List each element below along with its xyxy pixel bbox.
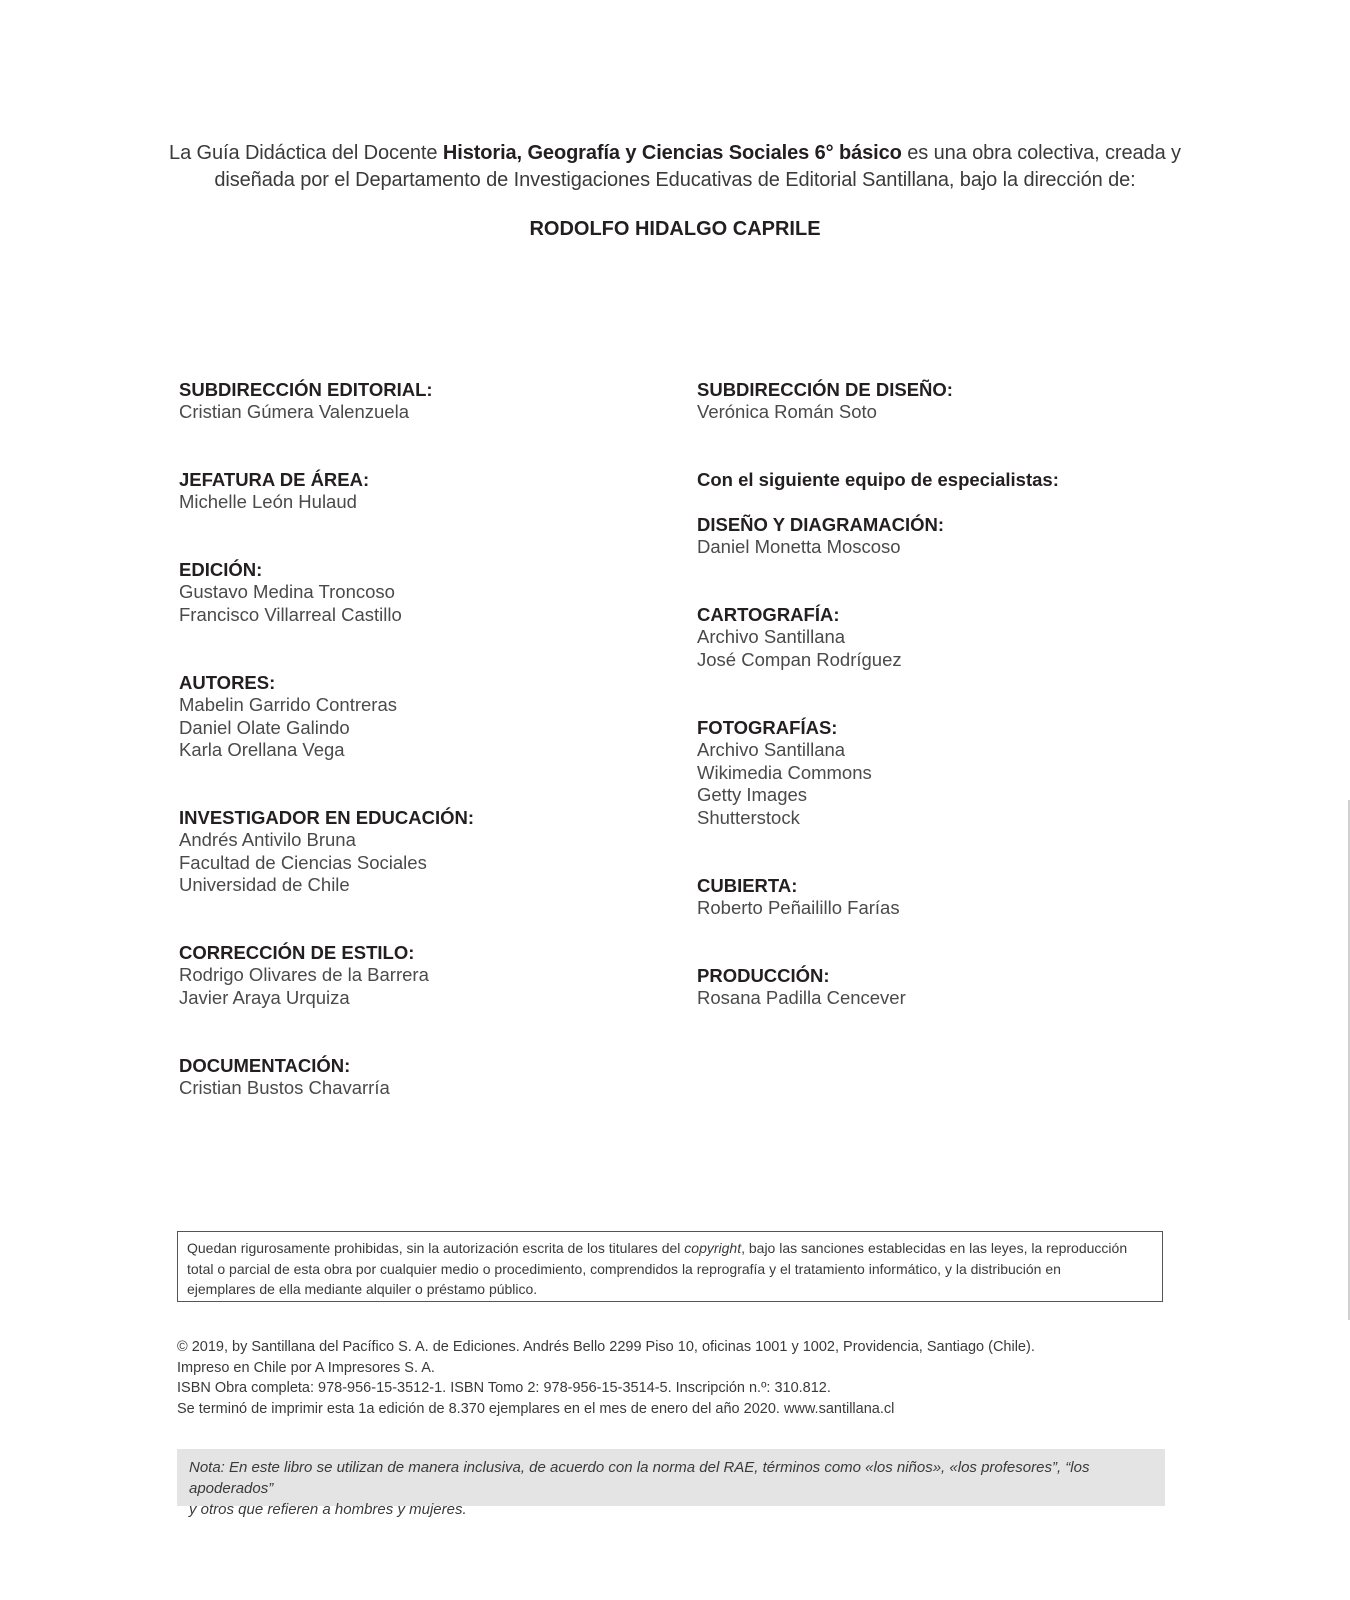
credit-block xyxy=(697,964,906,1010)
book-title: Historia, Geografía y Ciencias Sociales 6° básico xyxy=(442,142,902,164)
credit-block xyxy=(697,874,900,920)
credit-heading: PRODUCCIÓN: xyxy=(697,965,830,986)
credit-name: Andrés Antivilo Bruna xyxy=(179,829,356,850)
credit-name: Cristian Bustos Chavarría xyxy=(179,1077,390,1098)
credit-name: Archivo Santillana xyxy=(697,739,846,760)
credit-heading: SUBDIRECCIÓN EDITORIAL: xyxy=(179,379,433,400)
credit-name: Michelle León Hulaud xyxy=(179,491,357,512)
credit-block xyxy=(697,513,944,559)
intro-suffix: es una obra colectiva, creada y xyxy=(907,142,1181,164)
credit-block xyxy=(697,468,1059,491)
intro-prefix: La Guía Didáctica del Docente xyxy=(169,142,438,164)
credit-heading: JEFATURA DE ÁREA: xyxy=(179,469,370,490)
legal-line-1 xyxy=(187,1238,1153,1259)
credit-heading: CORRECCIÓN DE ESTILO: xyxy=(179,942,415,963)
credit-name: Daniel Olate Galindo xyxy=(179,716,350,738)
credit-name: Javier Araya Urquiza xyxy=(179,986,350,1008)
printer-line: Impreso en Chile por A Impresores S. A. xyxy=(177,1359,435,1376)
credit-heading: DISEÑO Y DIAGRAMACIÓN: xyxy=(697,514,945,535)
legal-text: , bajo las sanciones establecidas en las leyes, la reproducción xyxy=(741,1240,1128,1256)
credit-heading: AUTORES: xyxy=(179,672,276,693)
credit-block xyxy=(179,941,429,1009)
credit-name: Shutterstock xyxy=(697,806,800,828)
credit-name: Archivo Santillana xyxy=(697,626,846,647)
specialists-heading: Con el siguiente equipo de especialistas: xyxy=(697,469,1059,490)
credit-heading: FOTOGRAFÍAS: xyxy=(697,717,838,738)
credit-block xyxy=(179,1054,390,1100)
legal-italic-word: copyright xyxy=(684,1240,742,1256)
copyright-block xyxy=(177,1337,1177,1419)
credit-block xyxy=(697,603,902,671)
credit-heading: DOCUMENTACIÓN: xyxy=(179,1055,351,1076)
credit-block xyxy=(179,468,369,514)
legal-text: Quedan rigurosamente prohibidas, sin la autorización escrita de los titulares del xyxy=(187,1240,685,1256)
note-line-2: y otros que refieren a hombres y mujeres. xyxy=(189,1501,467,1518)
credit-name: Gustavo Medina Troncoso xyxy=(179,581,395,602)
credit-name: Rosana Padilla Cencever xyxy=(697,987,906,1008)
credit-block xyxy=(179,378,433,424)
credit-name: Roberto Peñailillo Farías xyxy=(697,897,900,918)
credit-name: Karla Orellana Vega xyxy=(179,739,345,760)
director-name: RODOLFO HIDALGO CAPRILE xyxy=(529,218,821,240)
intro-line-2: diseñada por el Departamento de Investigaciones Educativas de Editorial Santillana, bajo la dirección de: xyxy=(214,169,1136,191)
note-line-1: Nota: En este libro se utilizan de manera inclusiva, de acuerdo con la norma del RAE, términos como «los niños», «los profesores”, “los apoderados” xyxy=(189,1459,1090,1497)
edition-line: Se terminó de imprimir esta 1a edición de 8.370 ejemplares en el mes de enero del año 2020. www.santillana.cl xyxy=(177,1400,895,1417)
credit-heading: CUBIERTA: xyxy=(697,875,798,896)
credit-name: Francisco Villarreal Castillo xyxy=(179,603,402,625)
credit-block xyxy=(179,671,397,762)
credit-heading: SUBDIRECCIÓN DE DISEÑO: xyxy=(697,379,953,400)
credit-block xyxy=(179,806,474,897)
credit-name: Cristian Gúmera Valenzuela xyxy=(179,401,409,422)
credit-block xyxy=(697,378,953,424)
credit-name: Rodrigo Olivares de la Barrera xyxy=(179,964,429,985)
legal-line-3: ejemplares de ella mediante alquiler o préstamo público. xyxy=(187,1281,538,1297)
copyright-line: © 2019, by Santillana del Pacífico S. A. de Ediciones. Andrés Bello 2299 Piso 10, oficinas 1001 y 1002, Providencia, Santiago (Chile). xyxy=(177,1339,1035,1355)
credit-heading: CARTOGRAFÍA: xyxy=(697,604,840,625)
intro-paragraph xyxy=(150,140,1200,194)
isbn-line: ISBN Obra completa: 978-956-15-3512-1. ISBN Tomo 2: 978-956-15-3514-5. Inscripción n.º: 310.812. xyxy=(177,1380,831,1396)
credit-name: Getty Images xyxy=(697,784,808,805)
credit-heading: INVESTIGADOR EN EDUCACIÓN: xyxy=(179,807,474,828)
credit-name: José Compan Rodríguez xyxy=(697,648,902,670)
credit-block xyxy=(697,716,872,829)
credit-name: Mabelin Garrido Contreras xyxy=(179,694,397,715)
inclusive-language-note xyxy=(177,1449,1165,1518)
credit-heading: EDICIÓN: xyxy=(179,559,263,580)
legal-notice-box xyxy=(177,1231,1163,1302)
credit-name: Daniel Monetta Moscoso xyxy=(697,536,901,557)
credit-name: Verónica Román Soto xyxy=(697,401,877,422)
credit-name: Wikimedia Commons xyxy=(697,761,872,783)
credit-name: Facultad de Ciencias Sociales xyxy=(179,851,427,873)
intro-line-1 xyxy=(150,140,1200,167)
credit-block xyxy=(179,558,402,626)
credit-name: Universidad de Chile xyxy=(179,874,350,895)
legal-line-2: total o parcial de esta obra por cualquier medio o procedimiento, comprendidos la reprografía y el tratamiento informático, y la distribución en xyxy=(187,1260,1061,1277)
